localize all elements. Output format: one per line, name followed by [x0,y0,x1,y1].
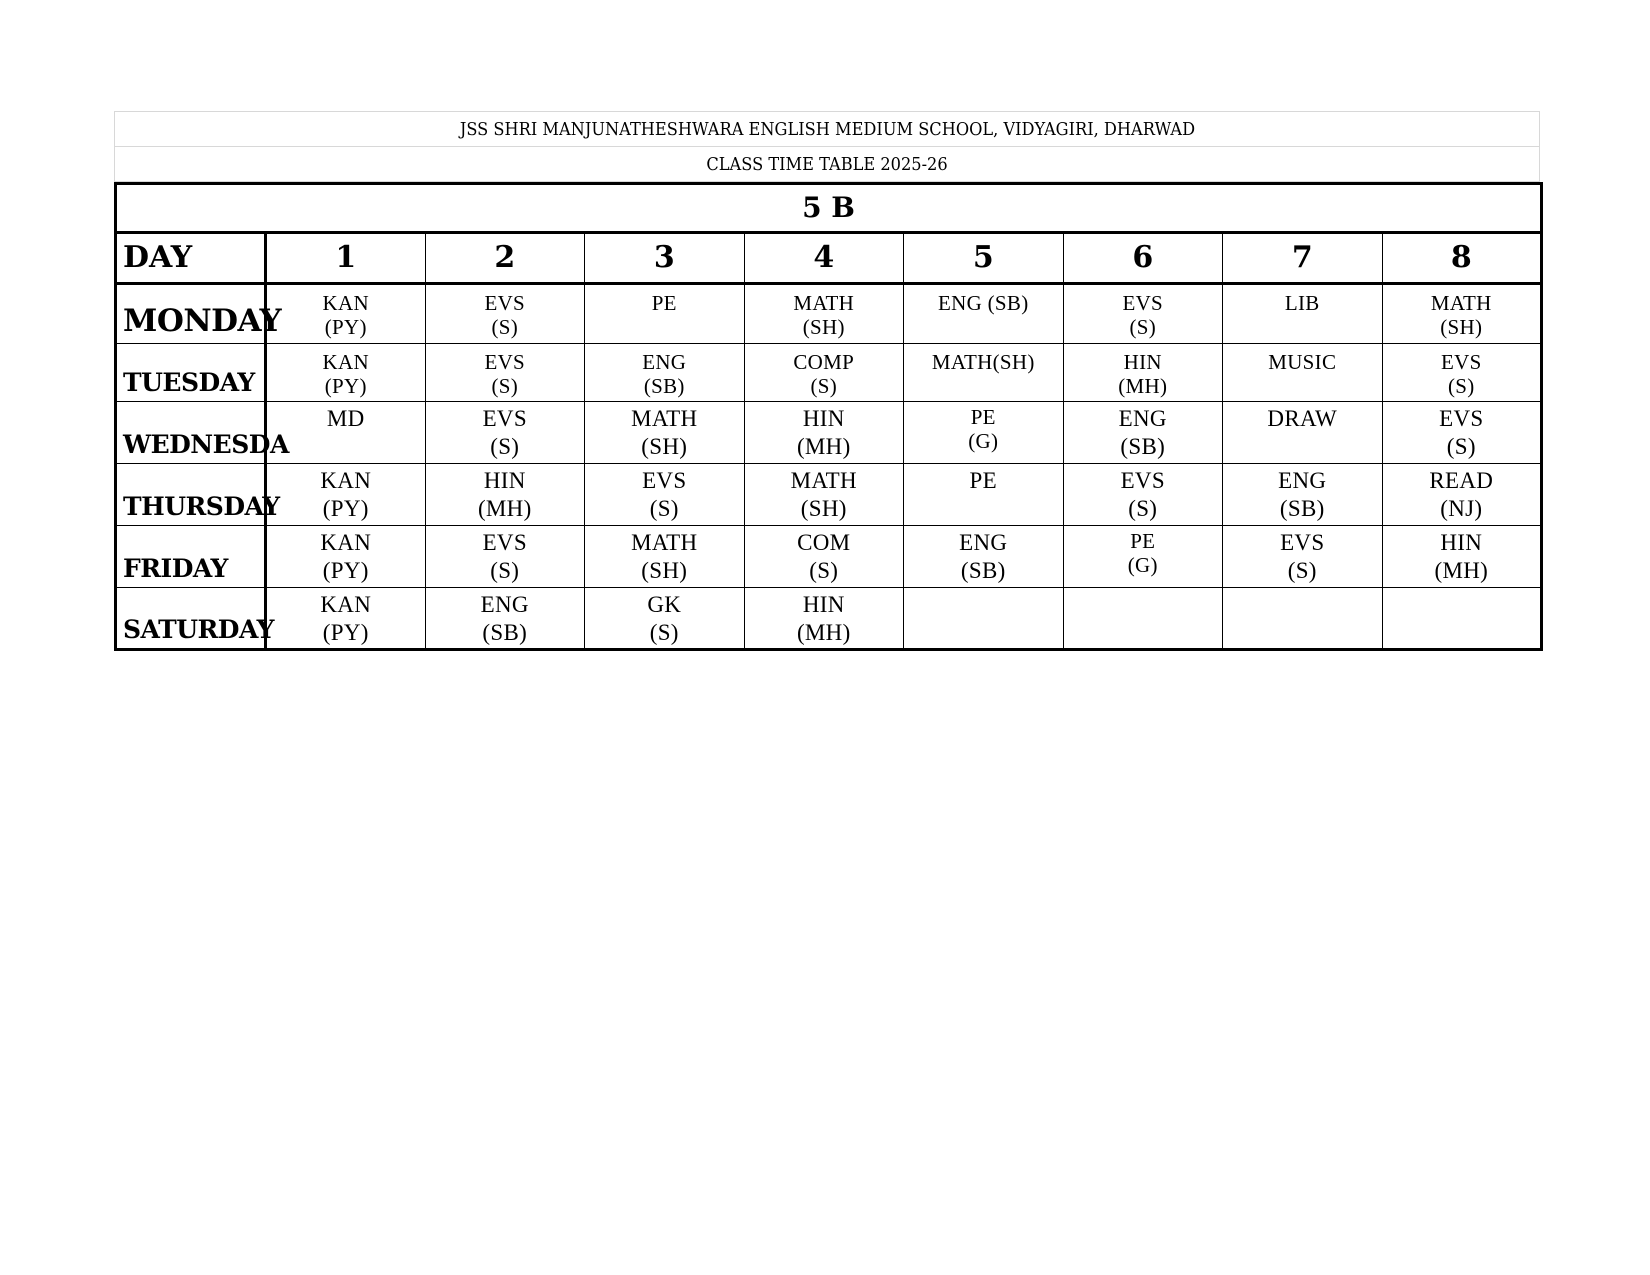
period-cell [1382,344,1542,402]
subject-name: HIN [802,592,845,617]
subject-name: KAN [322,350,369,374]
period-cell [266,464,426,526]
subject-name: EVS [642,468,687,493]
period-header: 5 [904,233,1064,284]
teacher-code: (S) [649,496,679,521]
period-cell [425,284,585,344]
subject-name: EVS [482,406,527,431]
period-header: 3 [585,233,745,284]
period-cell [1223,588,1383,650]
subject-name: KAN [322,291,369,315]
day-label: SATURDAY [116,588,266,650]
day-label: WEDNESDA [116,402,266,464]
subject-name: ENG (SB) [938,291,1029,315]
subject-name: ENG [1278,468,1327,493]
timetable-row [116,284,1542,344]
period-cell [1223,284,1383,344]
period-cell [425,526,585,588]
subject-name: HIN [802,406,845,431]
teacher-code: (SH) [800,496,847,521]
teacher-code: (S) [1128,496,1158,521]
day-label: TUESDAY [116,344,266,402]
teacher-code: (SH) [802,315,845,339]
timetable-row [116,464,1542,526]
period-cell [904,464,1064,526]
day-label: MONDAY [116,284,266,344]
timetable-subtitle: CLASS TIME TABLE 2025-26 [706,154,948,175]
teacher-code: (G) [1127,553,1158,577]
teacher-code: (S) [1287,558,1317,583]
period-cell [1063,526,1223,588]
teacher-code: (SB) [643,374,685,398]
subject-name: COMP [793,350,855,374]
period-header: 4 [744,233,904,284]
period-cell [1063,464,1223,526]
teacher-code: (SB) [1279,496,1325,521]
subject-name: HIN [483,468,526,493]
teacher-code: (SH) [1440,315,1483,339]
period-cell [744,402,904,464]
subject-name: COM [797,530,851,555]
subject-name: READ [1429,468,1494,493]
timetable-row [116,344,1542,402]
subject-name: MATH [1430,291,1492,315]
subject-name: MATH [793,291,855,315]
teacher-code: (SB) [1120,434,1166,459]
school-name: JSS SHRI MANJUNATHESHWARA ENGLISH MEDIUM SCHOOL, VIDYAGIRI, DHARWAD [459,119,1195,140]
teacher-code: (PY) [322,558,369,583]
teacher-code: (S) [1446,434,1476,459]
subject-name: MATH [790,468,857,493]
subject-name: EVS [1441,350,1482,374]
period-cell [744,284,904,344]
period-cell [425,344,585,402]
timetable-row [116,588,1542,650]
teacher-code: (SH) [641,558,688,583]
teacher-code: (SH) [641,434,688,459]
subject-name: PE [970,405,996,429]
period-cell [585,464,745,526]
period-header: 6 [1063,233,1223,284]
subject-name: GK [647,592,682,617]
period-cell [425,464,585,526]
period-cell [266,526,426,588]
teacher-code: (S) [490,434,520,459]
period-cell [744,526,904,588]
period-cell [1223,402,1383,464]
teacher-code: (PY) [324,315,367,339]
subject-name: HIN [1440,530,1483,555]
teacher-code: (MH) [1434,558,1489,583]
period-cell [425,402,585,464]
timetable-row [116,402,1542,464]
subject-name: KAN [320,468,372,493]
period-cell [585,284,745,344]
period-header: 7 [1223,233,1383,284]
subject-name: EVS [1439,406,1484,431]
subject-name: ENG [480,592,529,617]
subject-name: EVS [484,350,526,374]
timetable-sheet [114,111,1540,651]
class-name: 5 B [116,184,1542,233]
timetable-table [114,182,1543,651]
subject-name: MD [326,406,365,431]
period-cell [585,344,745,402]
period-cell [904,402,1064,464]
teacher-code: (S) [490,558,520,583]
period-cell [585,402,745,464]
subject-name: ENG [642,350,687,374]
subject-name: LIB [1284,291,1320,315]
teacher-code: (S) [491,374,519,398]
period-cell [1382,526,1542,588]
period-cell [1063,402,1223,464]
period-cell [1223,344,1383,402]
day-label: THURSDAY [116,464,266,526]
period-header: 1 [266,233,426,284]
subject-name: PE [969,468,997,493]
period-cell [744,344,904,402]
teacher-code: (PY) [322,496,369,521]
subject-name: EVS [482,530,527,555]
period-cell [585,588,745,650]
title-block [114,111,1540,182]
period-cell [1063,588,1223,650]
period-cell [1382,464,1542,526]
subject-name: KAN [320,592,372,617]
teacher-code: (NJ) [1440,496,1483,521]
period-cell [904,526,1064,588]
period-header: 2 [425,233,585,284]
period-cell [266,402,426,464]
subject-name: DRAW [1267,406,1338,431]
period-cell [425,588,585,650]
teacher-code: (PY) [322,620,369,645]
teacher-code: (MH) [1118,374,1168,398]
subtitle-row [115,147,1539,182]
subject-name: PE [651,291,677,315]
subject-name: HIN [1123,350,1162,374]
teacher-code: (S) [1448,374,1475,398]
period-cell [904,344,1064,402]
subject-name: ENG [959,530,1008,555]
period-header: 8 [1382,233,1542,284]
teacher-code: (MH) [796,620,851,645]
period-cell [1063,284,1223,344]
subject-name: MATH(SH) [931,350,1035,374]
teacher-code: (S) [649,620,679,645]
subject-name: EVS [484,291,526,315]
timetable-row [116,526,1542,588]
subject-name: KAN [320,530,372,555]
subject-name: EVS [1122,291,1164,315]
teacher-code: (G) [968,429,999,453]
teacher-code: (SB) [960,558,1006,583]
subject-name: MATH [631,530,698,555]
teacher-code: (S) [1129,315,1157,339]
subject-name: ENG [1118,406,1167,431]
school-name-row [115,112,1539,147]
period-cell [266,588,426,650]
teacher-code: (MH) [796,434,851,459]
header-row [116,233,1542,284]
teacher-code: (S) [491,315,519,339]
period-cell [266,284,426,344]
period-cell [1382,284,1542,344]
period-cell [585,526,745,588]
subject-name: EVS [1280,530,1325,555]
teacher-code: (S) [809,558,839,583]
period-cell [1223,526,1383,588]
teacher-code: (MH) [477,496,532,521]
period-cell [744,588,904,650]
period-cell [1382,402,1542,464]
period-cell [904,284,1064,344]
teacher-code: (SB) [482,620,528,645]
period-cell [1063,344,1223,402]
period-cell [744,464,904,526]
subject-name: MATH [631,406,698,431]
period-cell [904,588,1064,650]
day-label: FRIDAY [116,526,266,588]
subject-name: MUSIC [1268,350,1337,374]
teacher-code: (S) [810,374,838,398]
period-cell [266,344,426,402]
subject-name: EVS [1120,468,1165,493]
teacher-code: (PY) [324,374,367,398]
subject-name: PE [1130,529,1156,553]
day-column-header: DAY [116,233,266,284]
period-cell [1223,464,1383,526]
period-cell [1382,588,1542,650]
